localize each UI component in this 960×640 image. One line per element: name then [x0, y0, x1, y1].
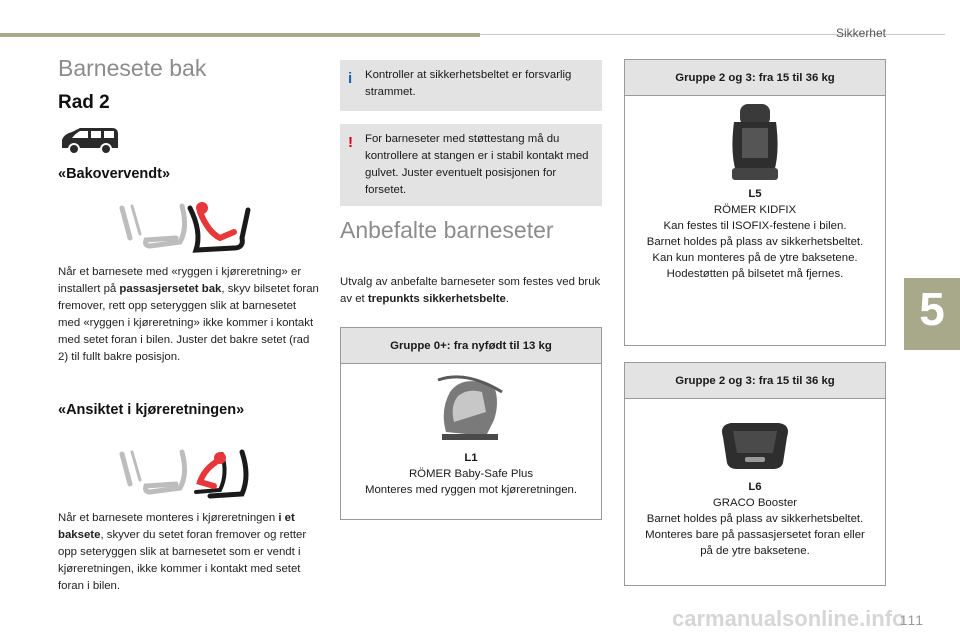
header-rule — [0, 33, 480, 37]
card-l5-desc-2: Barnet holdes på plass av sikkerhetsbeltet. — [646, 236, 864, 248]
warning-note: ! For barneseter med støttestang må du kontrollere at stangen er i stabil kontakt med gulvet. Juster eventuelt posisjonen for forsetet. — [340, 124, 602, 206]
card-l5-desc-4: Hodestøtten på bilsetet må fjernes. — [666, 268, 844, 280]
recommended-intro: Utvalg av anbefalte barneseter som festes ved bruk av et trepunkts sikkerhetsbelte. — [340, 276, 601, 305]
card-l6 — [624, 362, 886, 586]
forward-facing-seat-diagram — [116, 446, 256, 502]
recommended-title: Anbefalte barneseter — [340, 217, 554, 243]
card-l6-desc-1: Barnet holdes på plass av sikkerhetsbeltet. — [646, 513, 864, 525]
forward-facing-title: «Ansiktet i kjøreretningen» — [58, 402, 245, 418]
van-icon — [58, 124, 122, 156]
row-title: Rad 2 — [58, 92, 110, 113]
info-note: i Kontroller at sikkerhetsbeltet er forsvarlig strammet. — [340, 60, 602, 111]
card-l1-group: Gruppe 0+: fra nyfødt til 13 kg — [341, 328, 601, 364]
rear-facing-title: «Bakovervendt» — [58, 166, 171, 182]
chapter-number: 5 — [919, 283, 945, 335]
booster-seat-image — [717, 417, 793, 473]
forward-facing-text: Når et barnesete monteres i kjøreretningen i et baksete, skyver du setet foran fremover og retter opp seteryggen slik at barnesetet som er vendt i kjøreretningen, ikke kommer i kontakt med setet foran i bilen. — [58, 512, 307, 592]
card-l5-desc-1: Kan festes til ISOFIX-festene i bilen. — [663, 220, 847, 232]
info-icon: i — [348, 70, 353, 87]
warning-icon: ! — [348, 134, 353, 151]
card-l6-code: L6 — [748, 481, 762, 493]
page-title: Barnesete bak — [58, 55, 207, 81]
card-l6-desc-3: på de ytre baksetene. — [700, 545, 810, 557]
baby-seat-image — [436, 372, 506, 444]
card-l5-name: RÖMER KIDFIX — [713, 204, 797, 216]
card-l1-desc: Monteres med ryggen mot kjøreretningen. — [364, 484, 578, 496]
section-title: Sikkerhet — [835, 26, 886, 40]
page-number: 111 — [899, 612, 924, 628]
card-l5-desc-3: Kan kun monteres på de ytre baksetene. — [652, 252, 858, 264]
card-l5-group: Gruppe 2 og 3: fra 15 til 36 kg — [625, 60, 885, 96]
rear-facing-seat-diagram — [116, 198, 256, 258]
card-l6-desc-2: Monteres bare på passasjersetet foran eller — [645, 529, 865, 541]
card-l1-name: RÖMER Baby-Safe Plus — [408, 468, 534, 480]
card-l1-code: L1 — [464, 452, 478, 464]
card-l5-code: L5 — [748, 188, 762, 200]
card-l6-group: Gruppe 2 og 3: fra 15 til 36 kg — [625, 363, 885, 399]
card-l1 — [340, 327, 602, 520]
kidfix-seat-image — [726, 102, 784, 184]
card-l5 — [624, 59, 886, 346]
rear-facing-text: Når et barnesete med «ryggen i kjøreretning» er installert på passasjersetet bak, skyv bilsetet foran fremover, rett opp seteryggen slik at barnesetet med «ryggen i kjøreretning» ikke kommer i kontakt med setet foran i bilen. Juster det bakre setet (rad 2) til fullt bakre posisjon. — [58, 266, 319, 363]
watermark: carmanualsonline.info — [672, 606, 906, 631]
card-l6-name: GRACO Booster — [712, 497, 798, 509]
